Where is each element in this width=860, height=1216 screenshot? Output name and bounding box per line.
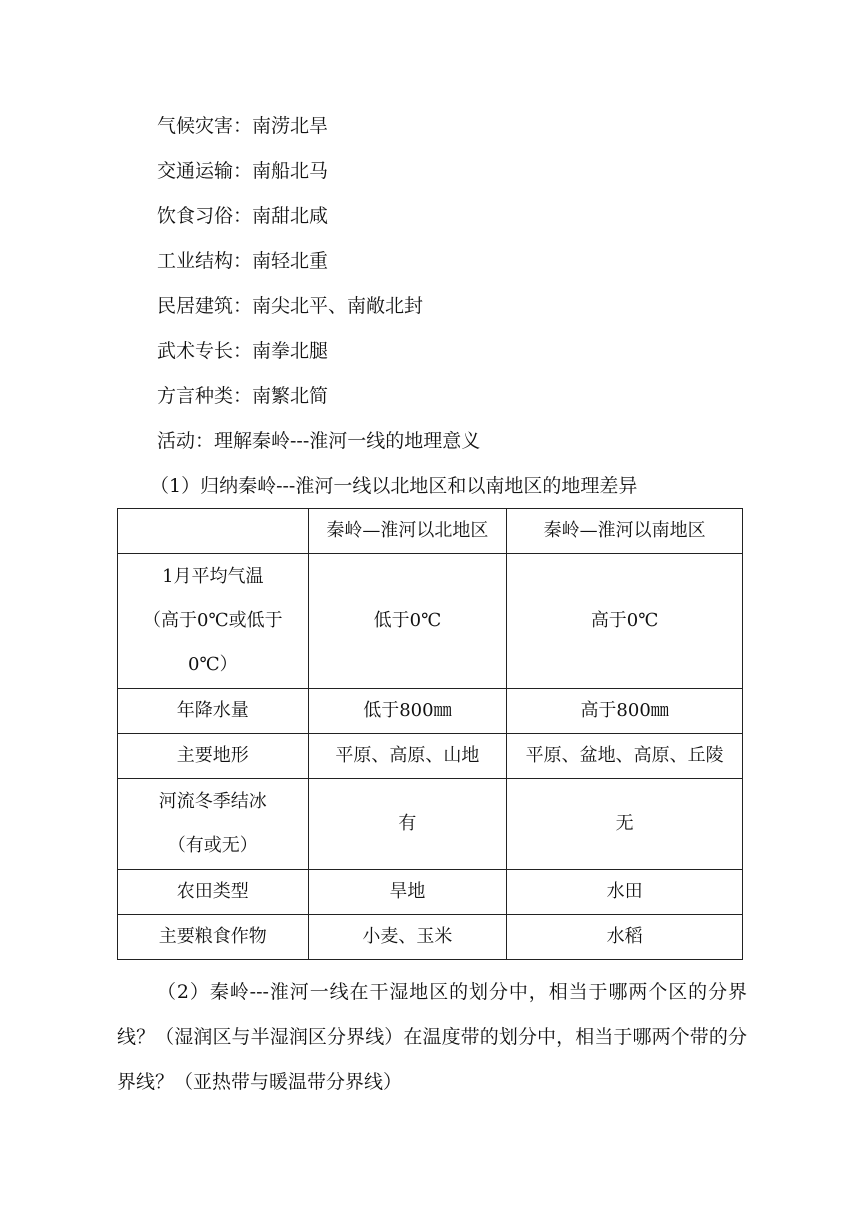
table-north-cell: 低于0℃ <box>308 554 507 689</box>
table-south-cell: 高于0℃ <box>507 554 743 689</box>
table-row <box>118 915 743 960</box>
comparison-value: 南繁北简 <box>252 385 329 407</box>
comparison-label: 交通运输： <box>157 160 253 182</box>
item-line: 1月平均气温 <box>162 566 264 587</box>
table-header-row <box>118 509 743 554</box>
table-item-cell: 年降水量 <box>118 689 309 734</box>
table-row <box>118 870 743 915</box>
table-north-cell: 小麦、玉米 <box>308 915 507 960</box>
question-1: （1）归纳秦岭---淮河一线以北地区和以南地区的地理差异 <box>150 475 638 497</box>
table-item-cell: 主要粮食作物 <box>118 915 309 960</box>
question-2: （2）秦岭---淮河一线在干湿地区的划分中，相当于哪两个区的分界线？（湿润区与半湿润区分界线）在温度带的划分中，相当于哪两个带的分界线？（亚热带与暖温带分界线） <box>117 981 747 1093</box>
comparison-value: 南尖北平、南敞北封 <box>252 295 424 317</box>
table-south-cell: 高于800㎜ <box>507 689 743 734</box>
item-line: （有或无） <box>167 835 258 856</box>
comparison-label: 武术专长： <box>157 340 253 362</box>
comparison-line-martial-arts <box>157 337 328 365</box>
table-south-cell: 无 <box>507 779 743 870</box>
table-item-cell: 农田类型 <box>118 870 309 915</box>
table-north-cell: 低于800㎜ <box>308 689 507 734</box>
table-row <box>118 689 743 734</box>
comparison-label: 饮食习俗： <box>157 205 253 227</box>
table-south-cell: 水田 <box>507 870 743 915</box>
comparison-line-dialect <box>157 382 328 410</box>
comparison-line-housing <box>157 292 423 320</box>
table-header-cell: 秦岭—淮河以北地区 <box>308 509 507 554</box>
table-header-cell: 秦岭—淮河以南地区 <box>507 509 743 554</box>
table-north-cell: 平原、高原、山地 <box>308 734 507 779</box>
comparison-line-industry <box>157 247 328 275</box>
table-row <box>118 554 743 689</box>
table-row <box>118 779 743 870</box>
comparison-line-transport <box>157 157 328 185</box>
comparison-line-diet <box>157 202 328 230</box>
comparison-label: 气候灾害： <box>157 115 253 137</box>
item-line: 河流冬季结冰 <box>158 791 267 812</box>
activity-title: 活动：理解秦岭---淮河一线的地理意义 <box>157 430 481 452</box>
table-item-cell <box>118 554 309 689</box>
table-south-cell: 平原、盆地、高原、丘陵 <box>507 734 743 779</box>
comparison-label: 方言种类： <box>157 385 253 407</box>
comparison-line-climate-disaster <box>157 112 328 140</box>
comparison-value: 南船北马 <box>252 160 329 182</box>
comparison-value: 南轻北重 <box>252 250 329 272</box>
table-row <box>118 734 743 779</box>
table-north-cell: 旱地 <box>308 870 507 915</box>
table-north-cell: 有 <box>308 779 507 870</box>
item-line: 0℃） <box>188 654 238 675</box>
comparison-value: 南拳北腿 <box>252 340 329 362</box>
table-south-cell: 水稻 <box>507 915 743 960</box>
comparison-label: 民居建筑： <box>157 295 253 317</box>
comparison-value: 南涝北旱 <box>252 115 329 137</box>
table-header-cell <box>118 509 309 554</box>
table-item-cell <box>118 779 309 870</box>
comparison-value: 南甜北咸 <box>252 205 329 227</box>
item-line: （高于0℃或低于 <box>143 610 283 631</box>
table-item-cell: 主要地形 <box>118 734 309 779</box>
comparison-label: 工业结构： <box>157 250 253 272</box>
difference-table <box>117 508 743 960</box>
